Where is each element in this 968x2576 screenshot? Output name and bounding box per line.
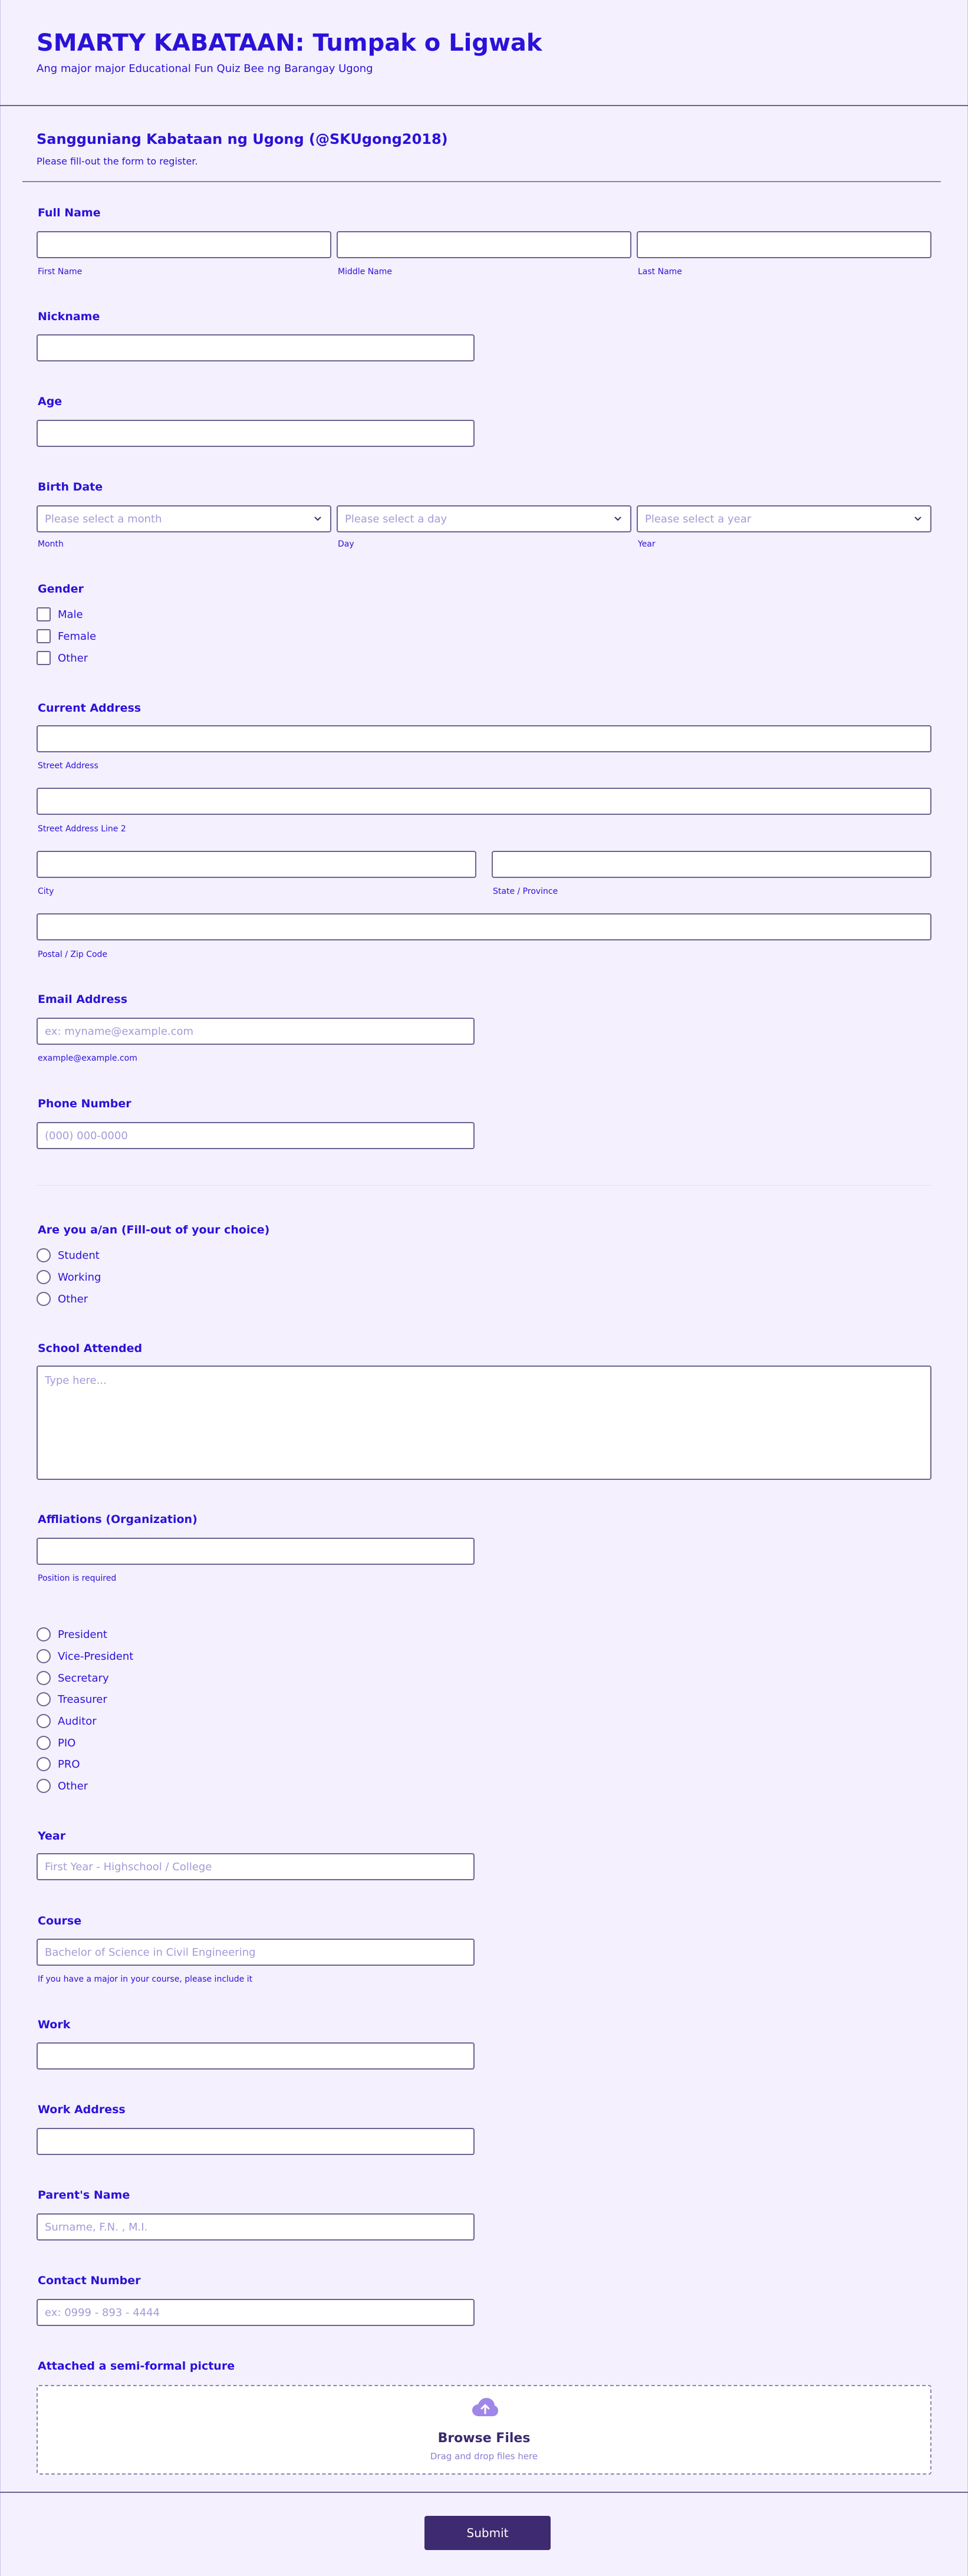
drag-drop-hint: Drag and drop files here [430, 2451, 538, 2462]
email-hint: example@example.com [38, 1054, 137, 1063]
gender-label: Gender [38, 583, 84, 596]
course-label: Course [38, 1914, 82, 1927]
gender-option-label: Male [58, 608, 83, 621]
email-input[interactable] [37, 1018, 475, 1045]
day-sublabel: Day [338, 539, 354, 549]
work-address-input[interactable] [37, 2128, 475, 2155]
position-option-auditor[interactable] [37, 1713, 97, 1729]
radio-button[interactable] [37, 1627, 51, 1641]
position-option-label: Vice-President [58, 1650, 134, 1663]
position-option-label: President [58, 1628, 107, 1641]
status-option-label: Other [58, 1292, 88, 1305]
gender-option-other[interactable] [37, 650, 88, 666]
gender-option-male[interactable] [37, 606, 83, 623]
form-title: SMARTY KABATAAN: Tumpak o Ligwak [37, 29, 542, 57]
position-option-other[interactable] [37, 1778, 88, 1794]
work-input[interactable] [37, 2042, 475, 2070]
year-sublabel: Year [638, 539, 656, 549]
address-label: Current Address [38, 702, 141, 715]
contact-number-label: Contact Number [38, 2274, 141, 2287]
email-label: Email Address [38, 993, 128, 1006]
full-name-label: Full Name [38, 206, 101, 219]
street-address-input[interactable] [37, 725, 931, 752]
month-sublabel: Month [38, 539, 64, 549]
postal-code-sublabel: Postal / Zip Code [38, 950, 108, 959]
street-address-2-sublabel: Street Address Line 2 [38, 824, 126, 834]
submit-button[interactable]: Submit [424, 2516, 551, 2550]
radio-button[interactable] [37, 1714, 51, 1728]
birth-day-select[interactable] [337, 505, 631, 532]
birth-year-select[interactable] [637, 505, 931, 532]
street-address-2-input[interactable] [37, 788, 931, 815]
affiliations-hint: Position is required [38, 1574, 117, 1583]
field-divider [37, 1185, 931, 1186]
first-name-input[interactable] [37, 231, 331, 258]
section-description: Please fill-out the form to register. [37, 156, 198, 167]
position-option-president[interactable] [37, 1626, 107, 1643]
position-option-pio[interactable] [37, 1735, 75, 1751]
middle-name-input[interactable] [337, 231, 631, 258]
phone-label: Phone Number [38, 1097, 131, 1110]
parent-name-label: Parent's Name [38, 2189, 130, 2202]
position-option-label: PIO [58, 1736, 76, 1749]
section-title: Sangguniang Kabataan ng Ugong (@SKUgong2018) [37, 131, 448, 147]
position-option-secretary[interactable] [37, 1670, 109, 1686]
year-label: Year [38, 1830, 66, 1843]
position-option-label: Auditor [58, 1715, 97, 1728]
contact-number-input[interactable] [37, 2299, 475, 2326]
browse-files-label[interactable]: Browse Files [437, 2431, 531, 2446]
age-input[interactable] [37, 420, 475, 447]
radio-button[interactable] [37, 1692, 51, 1706]
radio-button[interactable] [37, 1292, 51, 1306]
school-label: School Attended [38, 1342, 143, 1355]
position-option-label: PRO [58, 1758, 80, 1771]
chevron-down-icon [613, 514, 623, 524]
affiliations-input[interactable] [37, 1538, 475, 1565]
city-input[interactable] [37, 851, 476, 878]
parent-name-input[interactable] [37, 2213, 475, 2241]
radio-button[interactable] [37, 1270, 51, 1284]
birth-date-label: Birth Date [38, 481, 103, 494]
last-name-sublabel: Last Name [638, 267, 682, 277]
position-option-label: Other [58, 1779, 88, 1792]
city-sublabel: City [38, 887, 54, 896]
status-option-label: Working [58, 1271, 101, 1284]
chevron-down-icon [312, 514, 323, 524]
gender-option-label: Female [58, 630, 97, 643]
street-address-sublabel: Street Address [38, 761, 98, 771]
nickname-input[interactable] [37, 334, 475, 361]
state-sublabel: State / Province [493, 887, 558, 896]
first-name-sublabel: First Name [38, 267, 83, 277]
birth-day-value: Please select a day [345, 512, 447, 525]
chevron-down-icon [913, 514, 923, 524]
birth-year-value: Please select a year [645, 512, 752, 525]
radio-button[interactable] [37, 1736, 51, 1750]
radio-button[interactable] [37, 1671, 51, 1685]
gender-option-female[interactable] [37, 628, 96, 644]
position-option-treasurer[interactable] [37, 1691, 107, 1708]
position-option-label: Treasurer [58, 1693, 107, 1706]
status-option-student[interactable] [37, 1247, 100, 1264]
file-upload-dropzone[interactable] [37, 2385, 931, 2475]
footer-divider [0, 2492, 968, 2493]
position-option-pro[interactable] [37, 1756, 80, 1772]
gender-option-label: Other [58, 652, 88, 664]
middle-name-sublabel: Middle Name [338, 267, 392, 277]
section-divider [22, 181, 941, 182]
birth-month-select[interactable] [37, 505, 331, 532]
course-hint: If you have a major in your course, please include it [38, 1975, 253, 1984]
status-option-working[interactable] [37, 1269, 101, 1285]
work-label: Work [38, 2018, 71, 2031]
position-option-vice-president[interactable] [37, 1648, 133, 1664]
checkbox[interactable] [37, 607, 51, 621]
picture-label: Attached a semi-formal picture [38, 2360, 235, 2373]
birth-month-value: Please select a month [45, 512, 162, 525]
status-option-other[interactable] [37, 1291, 88, 1307]
school-textarea[interactable] [37, 1366, 931, 1480]
cloud-upload-icon [472, 2397, 499, 2418]
status-label: Are you a/an (Fill-out of your choice) [38, 1223, 270, 1236]
radio-button[interactable] [37, 1757, 51, 1771]
affiliations-label: Affliations (Organization) [38, 1513, 197, 1526]
year-input[interactable] [37, 1853, 475, 1880]
nickname-label: Nickname [38, 310, 100, 323]
state-input[interactable] [492, 851, 931, 878]
course-input[interactable] [37, 1939, 475, 1966]
radio-button[interactable] [37, 1779, 51, 1793]
postal-code-input[interactable] [37, 913, 931, 940]
position-option-label: Secretary [58, 1672, 109, 1685]
form-subtitle: Ang major major Educational Fun Quiz Bee ng Barangay Ugong [37, 62, 373, 75]
age-label: Age [38, 395, 62, 408]
checkbox[interactable] [37, 629, 51, 643]
last-name-input[interactable] [637, 231, 931, 258]
status-option-label: Student [58, 1249, 100, 1262]
work-address-label: Work Address [38, 2103, 126, 2116]
radio-button[interactable] [37, 1649, 51, 1663]
checkbox[interactable] [37, 651, 51, 665]
phone-input[interactable] [37, 1122, 475, 1149]
radio-button[interactable] [37, 1248, 51, 1262]
form-header [0, 0, 968, 106]
